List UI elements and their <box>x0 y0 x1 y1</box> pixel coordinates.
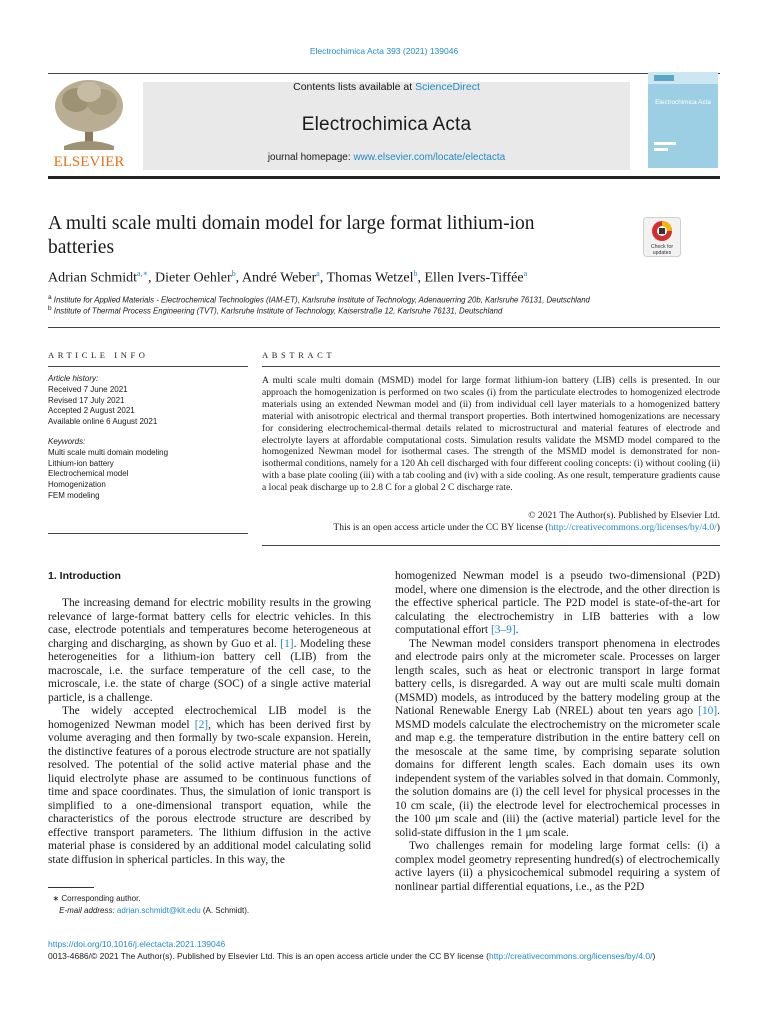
keyword: Multi scale multi domain modeling <box>48 447 169 457</box>
article-info-heading: ARTICLE INFO <box>48 350 149 360</box>
abstract-copyright: © 2021 The Author(s). Published by Elsevier Ltd. This is an open access article under the CC BY license (http://creativecommons.org/licenses/by/4.0/) <box>333 510 720 533</box>
author-affiliation-mark[interactable]: a <box>316 269 320 278</box>
section-heading-introduction: 1. Introduction <box>48 570 121 582</box>
author-separator: , <box>148 270 156 286</box>
reference-link[interactable]: [2] <box>194 718 209 731</box>
footnote-rule <box>48 887 94 888</box>
author-name[interactable]: Adrian Schmidt <box>48 270 138 286</box>
keyword: FEM modeling <box>48 490 100 500</box>
reference-link[interactable]: [10] <box>698 705 718 717</box>
footer-license-link[interactable]: http://creativecommons.org/licenses/by/4.0/ <box>488 951 653 961</box>
history-entry: Available online 6 August 2021 <box>48 417 158 427</box>
elsevier-tree-icon <box>48 76 130 170</box>
keyword: Homogenization <box>48 480 106 490</box>
journal-homepage: journal homepage: www.elsevier.com/locate/electacta <box>267 152 506 163</box>
history-entry: Revised 17 July 2021 <box>48 395 125 405</box>
cover-image <box>648 72 718 168</box>
reference-link[interactable]: [3–9] <box>490 624 516 636</box>
abstract-text: A multi scale multi domain (MSMD) model for large format lithium-ion battery (LIB) cells is presented. In our approach the homogenization is performed on two scales (i) from the particulate electrodes to homogenized electrode materials using an extended Newman model and (ii) from individual cell layer materials to a homogenized battery material with anisotropic electrical and thermal transport properties. Both intertwined homogenizations are necessary for considering electrochemical-thermal details related to microstructural and material features of electrode and electrolyte layers at affordable computational costs. Simulation results validate the MSMD model compared to the homogenized Newman model for isothermal cases. The strength of the MSMD model is demonstrated for non-isothermal conditions, namely for a 120 Ah cell discharged with four different cooling concepts: (i) without cooling (ii) with a base plate cooling (iii) with a tab cooling and (iv) with a side cooling. As one result, temperature gradients cause a local peak discharge up to 2.8 C for a global 2 C discharge rate. <box>262 375 720 494</box>
body-column-left <box>48 597 371 867</box>
contents-line: Contents lists available at ScienceDirect <box>293 81 480 93</box>
body-column-right <box>395 570 720 894</box>
author-separator: , <box>319 270 327 286</box>
author-name[interactable]: Dieter Oehler <box>155 270 232 286</box>
article-info-bottom-rule <box>48 533 248 534</box>
keywords: Keywords: Multi scale multi domain modeling Lithium-ion battery Electrochemical model Homogenization FEM modeling <box>48 437 169 500</box>
check-for-updates-badge[interactable] <box>643 217 681 257</box>
author-affiliation-mark[interactable]: a,∗ <box>137 269 149 278</box>
article-info-rule <box>48 366 248 367</box>
paragraph: The Newman model considers transport phenomena in electrodes and electrode pairs only at the micrometer scale. Processes on larger length scales, such as heat or electronic transport in large format battery cells, is disregarded. A way out are multi scale multi domain (MSMD) models, as introduced by the battery modeling group at the National Renewable Energy Lab (NREL) about ten years ago [10]. MSMD models calculate the electrochemistry on the micrometer scale and map e.g. the temperature distribution in the entire battery cell on the mesoscale at the same time, by comprising separate solution domains for different length scales. Each domain uses its own independent system of the variables solved in that domain. Commonly, the solution domains are (i) the cell level for physical processes in the 10 cm scale, (ii) the electrode level for electrochemical processes in the 100 μm scale and (iii) the (active material) particle level for the solid-state diffusion in the 1 μm scale. <box>395 637 720 839</box>
crossmark-label: Check for updates <box>650 244 674 256</box>
issn-license-line: 0013-4686/© 2021 The Author(s). Published by Elsevier Ltd. This is an open access article under the CC BY license (http://creativecommons.org/licenses/by/4.0/) <box>48 951 656 961</box>
elsevier-wordmark: ELSEVIER <box>53 154 125 170</box>
affiliation-rule <box>48 327 720 328</box>
abstract-bottom-rule <box>262 545 720 546</box>
history-entry: Accepted 2 August 2021 <box>48 406 135 416</box>
paragraph: homogenized Newman model is a pseudo two-dimensional (P2D) model, where one dimension is the electrode, and the other direction is the effective spherical particle. The P2D model is state-of-the-art for calculating the electrochemistry in LIB batteries with a low computational effort [3–9]. <box>395 570 720 636</box>
homepage-link[interactable]: www.elsevier.com/locate/electacta <box>353 152 506 163</box>
author-affiliation-mark[interactable]: a <box>523 269 528 278</box>
affiliation-a: $^a$ Institute for Applied Materials - Electrochemical Technologies (IAM-ET), Karlsruhe Institute of Technology, Adenauerring 20b, Karlsruhe 76131, Deutschland <box>48 294 590 305</box>
abstract-rule <box>262 366 720 367</box>
reference-link[interactable]: [1] <box>280 637 294 650</box>
author-name[interactable]: André Weber <box>241 270 317 286</box>
sciencedirect-link[interactable]: ScienceDirect <box>415 81 480 93</box>
cover-title: Electrochimica Acta <box>655 99 711 106</box>
keyword: Lithium-ion battery <box>48 458 114 468</box>
journal-cover-thumbnail[interactable] <box>648 72 718 168</box>
doi-link[interactable]: https://doi.org/10.1016/j.electacta.2021.139046 <box>48 939 226 949</box>
article-title: A multi scale multi domain model for large format lithium-ion batteries <box>48 213 535 258</box>
author-separator: , <box>417 270 425 286</box>
journal-name: Electrochimica Acta <box>301 114 472 135</box>
abstract-heading: ABSTRACT <box>262 350 336 360</box>
journal-citation[interactable]: Electrochimica Acta 393 (2021) 139046 <box>309 46 459 56</box>
elsevier-logo[interactable] <box>48 76 130 170</box>
affiliation-b: $^b$ Institute of Thermal Process Engineering (TVT), Karlsruhe Institute of Technology, Kaiserstraße 12, Karlsruhe 76131, Deutschland <box>48 305 503 316</box>
author-email-link[interactable]: adrian.schmidt@kit.edu <box>116 906 201 915</box>
author-name[interactable]: Ellen Ivers-Tiffée <box>424 270 524 286</box>
author-separator: , <box>235 270 242 286</box>
paragraph: Two challenges remain for modeling large format cells: (i) a complex model geometry representing hundred(s) of electrochemically active layers (ii) a physicochemical submodel requiring a system of nonlinear partial differential equations, i.e., as the P2D <box>395 840 720 893</box>
paragraph: The widely accepted electrochemical LIB model is the homogenized Newman model [2], which has been derived first by volume averaging and then formally by two-scale expansion. Herein, the distinctive features of a porous electrode structure are not spatially resolved. The potential of the solid active material phase and the liquid electrolyte phase are assumed to be continuous functions of time and space coordinates. Thus, the simulation of ionic transport is simplified to a one-dimensional transport equation, while the characteristics of the porous electrode structure are described by effective transport parameters. The lithium diffusion in the active material phase is considered by an additional model calculating solid state diffusion in spherical particles. In this way, the <box>48 705 371 866</box>
header-top-rule <box>48 73 720 74</box>
author-affiliation-mark[interactable]: b <box>413 269 418 278</box>
paragraph: The increasing demand for electric mobility results in the growing relevance of large-format battery cells for electric vehicles. In this case, electrode potentials and temperatures become heterogeneous at charging and discharging, as shown by Guo et al. [1]. Modeling these heterogeneities for a lithium-ion battery cell (LIB) from the macroscale, i.e. the surface temperature of the cell case, to the microscale, i.e. the state of charge (SOC) of a single active material particle, is a challenge. <box>48 597 371 704</box>
license-link[interactable]: http://creativecommons.org/licenses/by/4.0/ <box>548 521 717 533</box>
author-name[interactable]: Thomas Wetzel <box>326 270 414 286</box>
corresponding-author-footnote: ∗ Corresponding author. E-mail address: adrian.schmidt@kit.edu (A. Schmidt). <box>52 894 250 915</box>
header-rule <box>48 176 720 179</box>
keyword: Electrochemical model <box>48 469 129 479</box>
history-entry: Received 7 June 2021 <box>48 384 128 394</box>
author-affiliation-mark[interactable]: b <box>231 269 236 278</box>
article-history: Article history: Received 7 June 2021 Revised 17 July 2021 Accepted 2 August 2021 Available online 6 August 2021 <box>48 374 158 427</box>
author-list <box>48 269 708 287</box>
